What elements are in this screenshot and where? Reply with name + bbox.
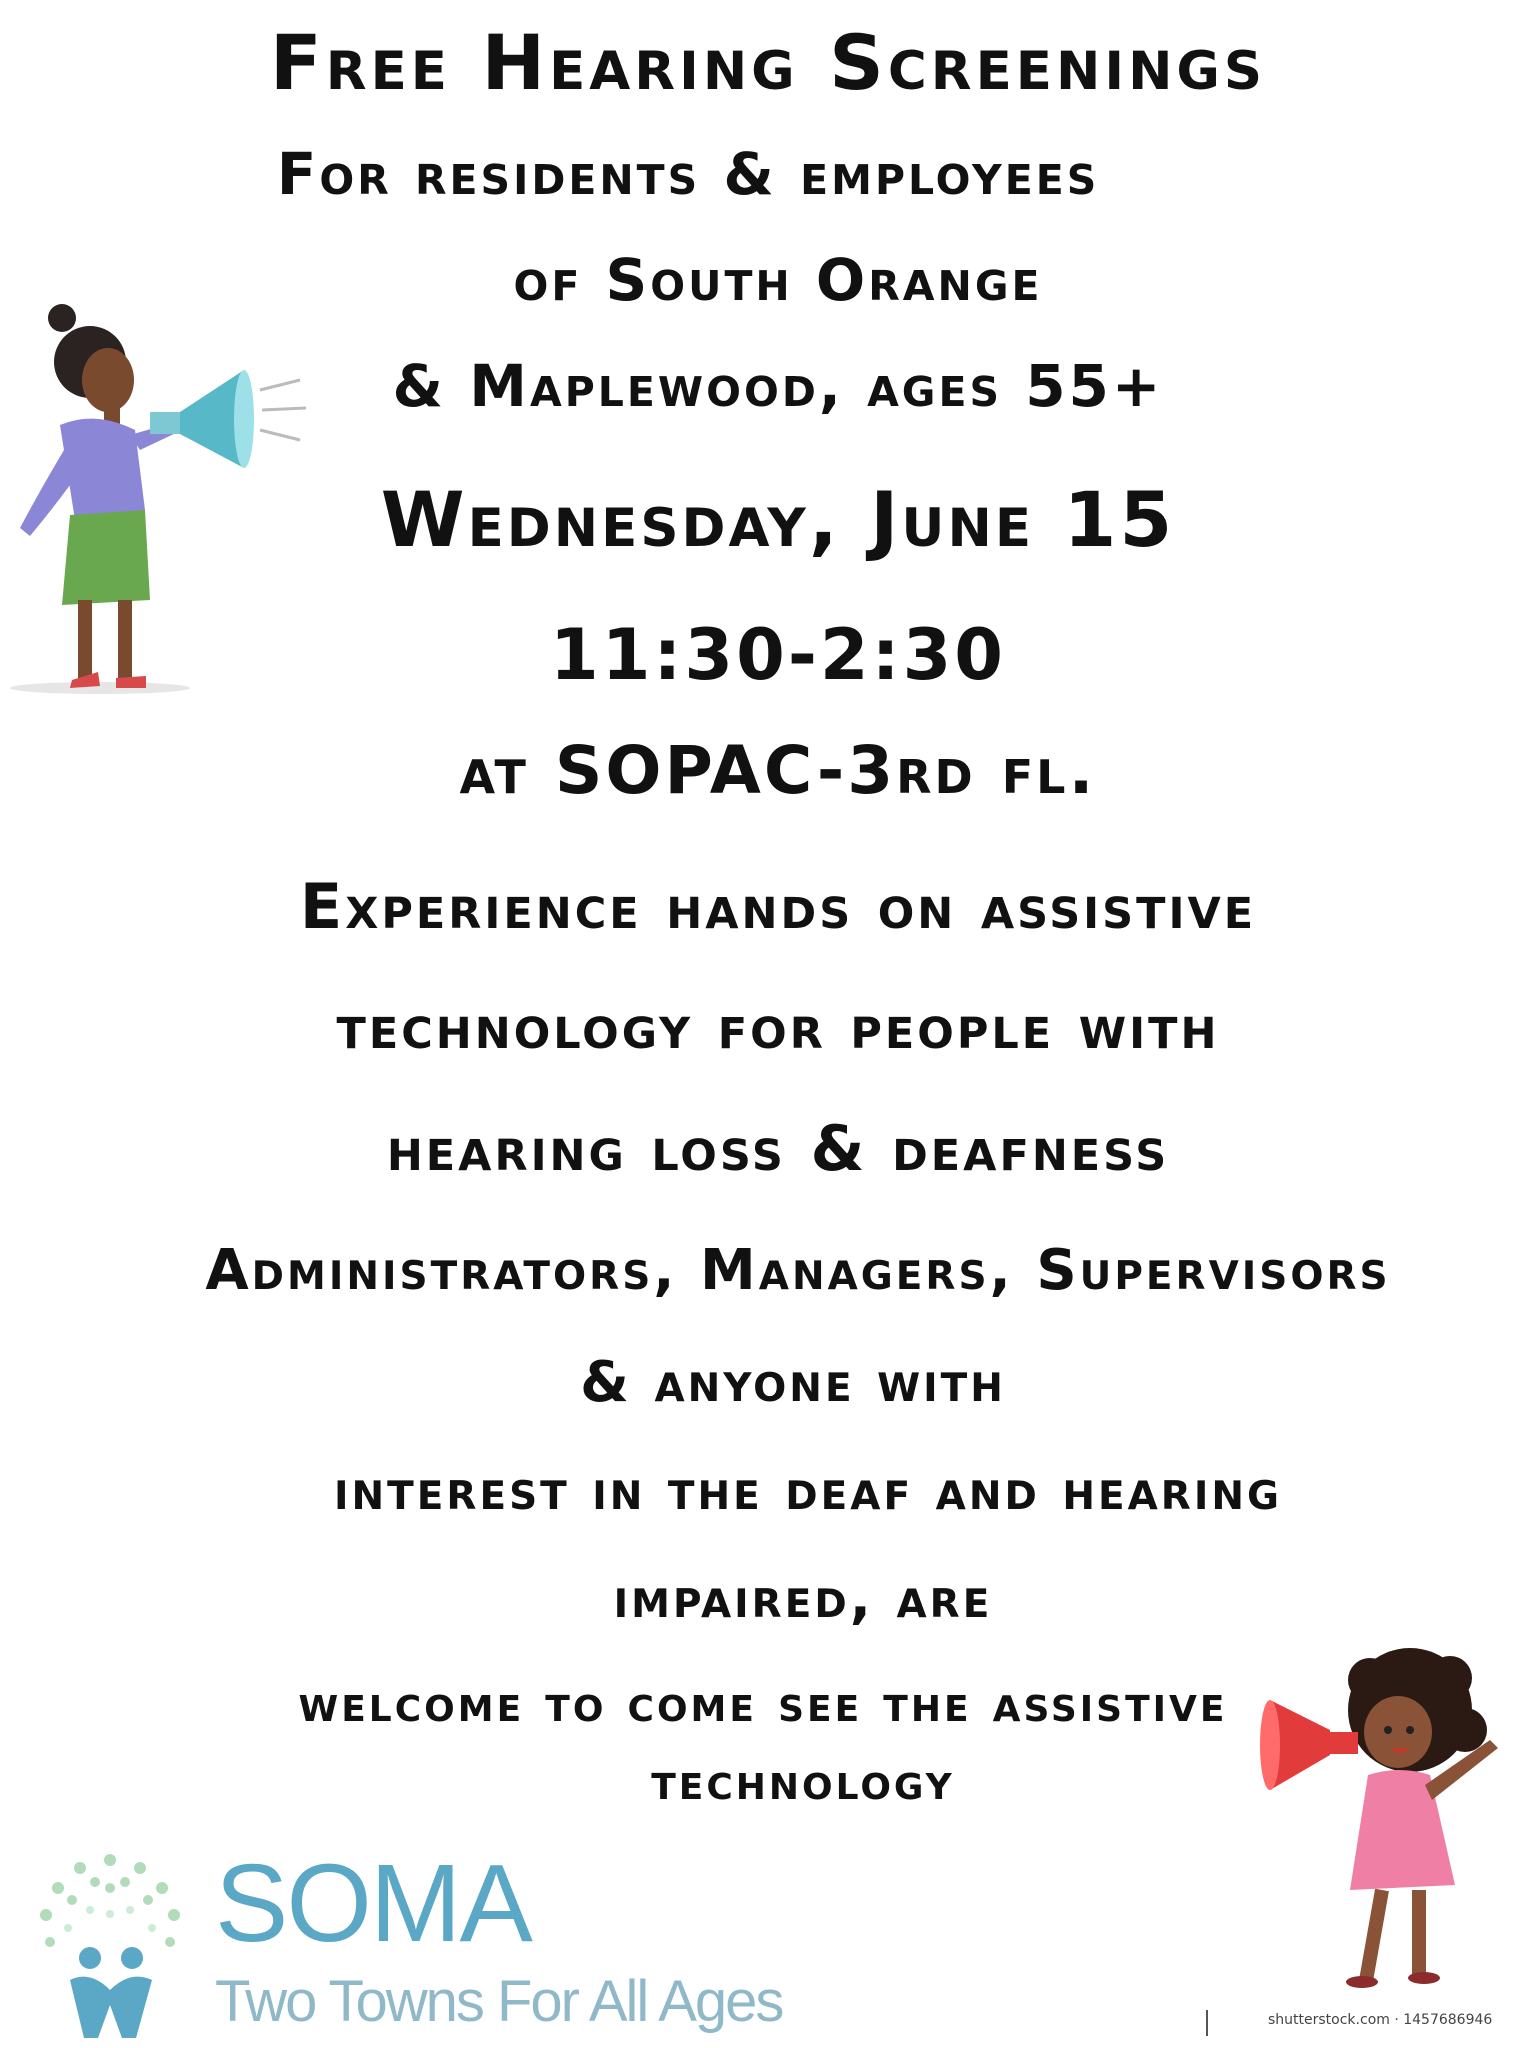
invite-line-6: technology: [651, 1752, 955, 1812]
audience-line-1: For residents & employees: [276, 140, 1100, 208]
event-location: at SOPAC-3rd fl.: [459, 732, 1097, 809]
girl-megaphone-illustration: [1240, 1640, 1530, 2000]
soma-logo: [10, 1840, 810, 2040]
woman-megaphone-illustration: [0, 300, 320, 700]
description-line-3: hearing loss & deafness: [386, 1112, 1170, 1185]
audience-line-3: & Maplewood, ages 55+: [392, 352, 1164, 420]
stock-credit: shutterstock.com · 1457686946: [1268, 2012, 1493, 2028]
invite-line-1: Administrators, Managers, Supervisors: [205, 1238, 1391, 1303]
tree-people-icon: [10, 1840, 210, 2040]
invite-line-3: interest in the deaf and hearing: [334, 1458, 1282, 1523]
invite-line-5: welcome to come see the assistive: [298, 1674, 1228, 1734]
logo-name: SOMA: [215, 1842, 531, 1965]
invite-line-2: & anyone with: [580, 1350, 1006, 1415]
event-date: Wednesday, June 15: [380, 475, 1176, 564]
description-line-2: technology for people with: [336, 990, 1220, 1063]
logo-tagline: Two Towns For All Ages: [215, 1969, 783, 2034]
event-time: 11:30-2:30: [550, 614, 1006, 696]
invite-line-4: impaired, are: [613, 1566, 993, 1631]
credit-divider: [1206, 2010, 1208, 2036]
description-line-1: Experience hands on assistive: [299, 870, 1257, 943]
audience-line-2: of South Orange: [513, 246, 1043, 314]
flyer-title: Free Hearing Screenings: [269, 18, 1267, 107]
